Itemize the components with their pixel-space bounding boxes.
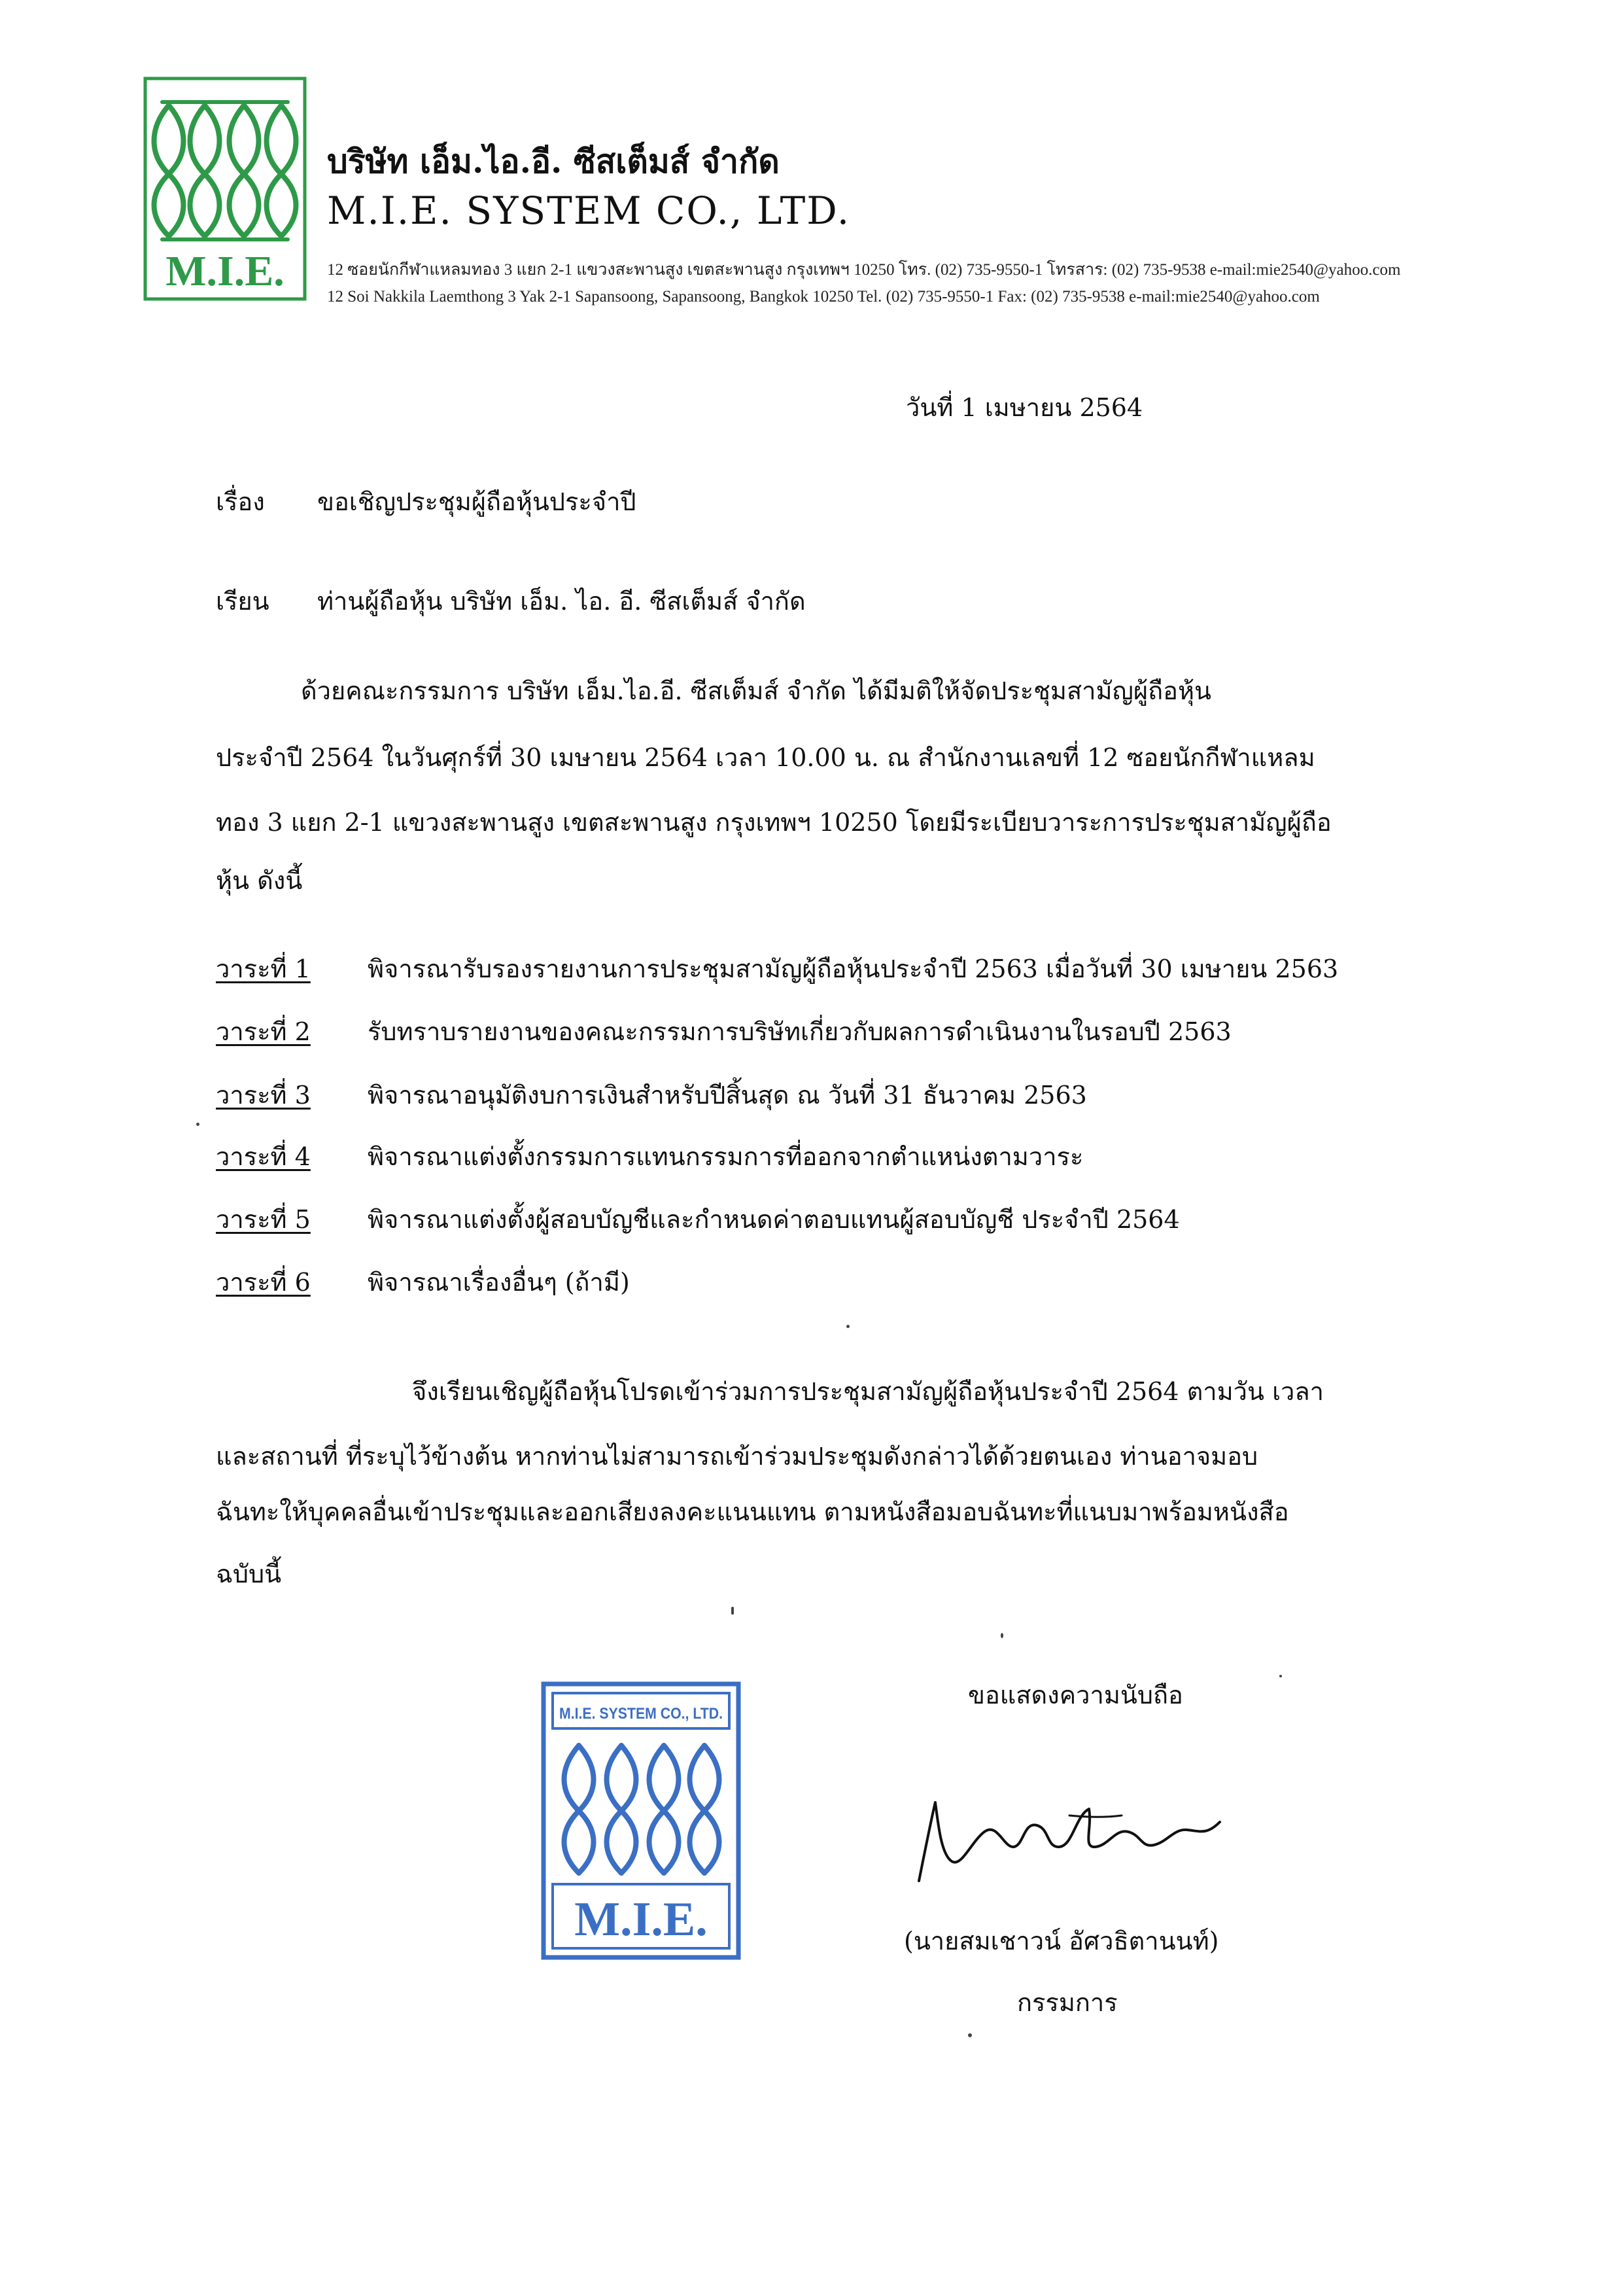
scan-speck [968,2033,972,2037]
agenda-item-label: วาระที่ 4 [216,1142,311,1171]
paragraph-line: ฉบับนี้ [216,1560,282,1588]
paragraph-line: ด้วยคณะกรรมการ บริษัท เอ็ม.ไอ.อี. ซีสเต็มส์ จำกัด ได้มีมติให้จัดประชุมสามัญผู้ถือหุ้น [301,676,1212,705]
paragraph-line: ประจำปี 2564 ในวันศุกร์ที่ 30 เมษายน 2564 เวลา 10.00 น. ณ สำนักงานเลขที่ 12 ซอยนักกีฬาแหลม [216,743,1315,772]
agenda-item-label: วาระที่ 1 [216,955,311,983]
address-english: 12 Soi Nakkila Laemthong 3 Yak 2-1 Sapansoong, Sapansoong, Bangkok 10250 Tel. (02) 735-9550-1 Fax: (02) 735-9538 e-mail:mie2540@yahoo.com [327,288,1320,306]
subject-value: ขอเชิญประชุมผู้ถือหุ้นประจำปี [317,487,636,516]
logo-text: M.I.E. [165,247,285,295]
address-thai: 12 ซอยนักกีฬาแหลมทอง 3 แยก 2-1 แขวงสะพานสูง เขตสะพานสูง กรุงเทพฯ 10250 โทร. (02) 735-9550-1 โทรสาร: (02) 735-9538 e-mail:mie2540@yahoo.com [327,261,1401,279]
knit-pattern-icon [154,102,296,239]
scan-speck [846,1325,850,1328]
agenda-item-text: พิจารณารับรองรายงานการประชุมสามัญผู้ถือหุ้นประจำปี 2563 เมื่อวันที่ 30 เมษายน 2563 [368,955,1339,983]
closing-regards: ขอแสดงความนับถือ [968,1681,1183,1709]
stamp-company-text: M.I.E. SYSTEM CO., LTD. [559,1705,723,1723]
paragraph-line: หุ้น ดังนี้ [216,866,303,895]
signer-title: กรรมการ [1017,1988,1118,2017]
paragraph-line: ฉันทะให้บุคคลอื่นเข้าประชุมและออกเสียงลงคะแนนแทน ตามหนังสือมอบฉันทะที่แนบมาพร้อมหนังสือ [216,1498,1289,1526]
company-logo [143,76,307,302]
scan-speck [1001,1633,1003,1638]
agenda-item-text: พิจารณาแต่งตั้งผู้สอบบัญชีและกำหนดค่าตอบแทนผู้สอบบัญชี ประจำปี 2564 [368,1205,1180,1234]
recipient-value: ท่านผู้ถือหุ้น บริษัท เอ็ม. ไอ. อี. ซีสเต็มส์ จำกัด [317,587,806,616]
letter-date: วันที่ 1 เมษายน 2564 [906,393,1143,422]
paragraph-line: จึงเรียนเชิญผู้ถือหุ้นโปรดเข้าร่วมการประชุมสามัญผู้ถือหุ้นประจำปี 2564 ตามวัน เวลา [412,1377,1324,1406]
agenda-item-label: วาระที่ 6 [216,1268,311,1297]
agenda-item-label: วาระที่ 3 [216,1081,311,1110]
signer-name: (นายสมเชาวน์ อัศวธิตานนท์) [904,1927,1219,1955]
scan-speck [1279,1675,1282,1677]
paragraph-line: และสถานที่ ที่ระบุไว้ข้างต้น หากท่านไม่สามารถเข้าร่วมประชุมดังกล่าวได้ด้วยตนเอง ท่านอาจมอบ [216,1442,1258,1471]
stamp-logo-text: M.I.E. [574,1893,708,1946]
scan-speck [731,1607,734,1615]
company-name-thai: บริษัท เอ็ม.ไอ.อี. ซีสเต็มส์ จำกัด [327,142,780,181]
signature-image [906,1770,1233,1901]
paragraph-line: ทอง 3 แยก 2-1 แขวงสะพานสูง เขตสะพานสูง กรุงเทพฯ 10250 โดยมีระเบียบวาระการประชุมสามัญผู้ถือ [216,808,1332,837]
company-name-english: M.I.E. SYSTEM CO., LTD. [327,188,851,233]
recipient-label: เรียน [216,587,269,616]
agenda-item-label: วาระที่ 2 [216,1017,311,1046]
knit-pattern-icon [564,1745,719,1873]
company-stamp [540,1680,742,1961]
agenda-item-text: พิจารณาอนุมัติงบการเงินสำหรับปีสิ้นสุด ณ วันที่ 31 ธันวาคม 2563 [368,1081,1087,1110]
agenda-item-text: พิจารณาเรื่องอื่นๆ (ถ้ามี) [368,1268,630,1297]
agenda-item-text: พิจารณาแต่งตั้งกรรมการแทนกรรมการที่ออกจากตำแหน่งตามวาระ [368,1142,1084,1171]
scan-speck [196,1123,199,1126]
agenda-item-label: วาระที่ 5 [216,1205,311,1234]
agenda-item-text: รับทราบรายงานของคณะกรรมการบริษัทเกี่ยวกับผลการดำเนินงานในรอบปี 2563 [368,1017,1232,1046]
subject-label: เรื่อง [216,487,265,516]
